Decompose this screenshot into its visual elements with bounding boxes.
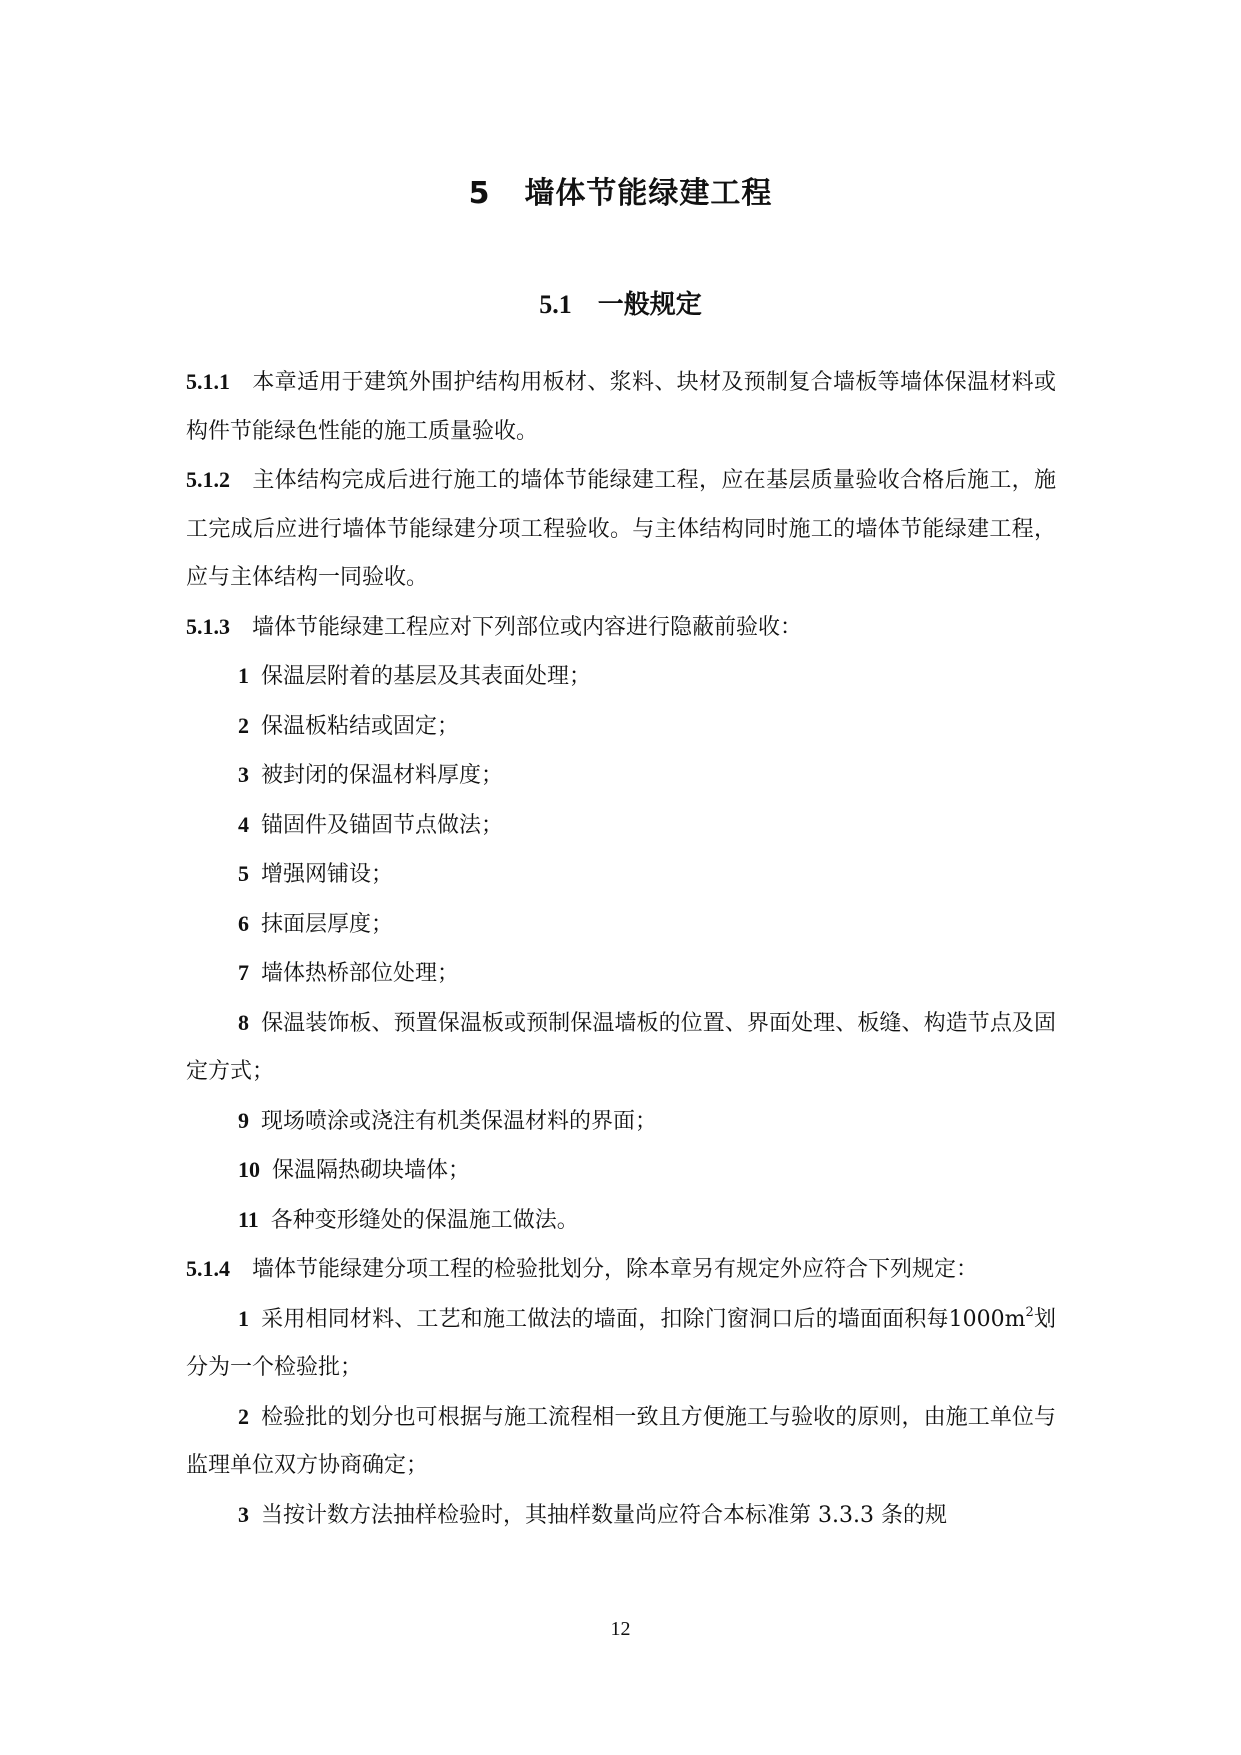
clause-number: 5.1.1 <box>186 369 230 394</box>
item-number: 9 <box>238 1107 249 1133</box>
list-item <box>186 1491 1056 1541</box>
list-item <box>186 801 1056 851</box>
chapter-title-text: 墙体节能绿建工程 <box>524 176 773 211</box>
item-text: 当按计数方法抽样检验时，其抽样数量尚应符合本标准第 3.3.3 条的规 <box>261 1502 947 1528</box>
clause-5-1-3 <box>186 603 1056 653</box>
clause-text: 本章适用于建筑外围护结构用板材、浆料、块材及预制复合墙板等墙体保温材料或构件节能绿色性能的施工质量验收。 <box>186 370 1056 444</box>
clause-text: 墙体节能绿建分项工程的检验批划分，除本章另有规定外应符合下列规定： <box>252 1257 979 1282</box>
chapter-number: 5 <box>468 176 491 211</box>
item-text: 被封闭的保温材料厚度； <box>261 763 504 788</box>
list-item <box>186 850 1056 900</box>
item-number: 10 <box>238 1157 260 1182</box>
item-text: 检验批的划分也可根据与施工流程相一致且方便施工与验收的原则，由施工单位与监理单位双方协商确定； <box>186 1404 1056 1478</box>
item-text: 墙体热桥部位处理； <box>261 961 460 986</box>
clause-number: 5.1.2 <box>186 467 230 492</box>
list-item <box>186 949 1056 999</box>
item-number: 11 <box>238 1206 259 1232</box>
clause-text: 主体结构完成后进行施工的墙体节能绿建工程，应在基层质量验收合格后施工，施工完成后应进行墙体节能绿建分项工程验收。与主体结构同时施工的墙体节能绿建工程，应与主体结构一同验收。 <box>186 468 1056 590</box>
list-item <box>186 1196 1056 1246</box>
item-text: 保温隔热砌块墙体； <box>272 1158 471 1183</box>
item-number: 3 <box>238 1501 249 1527</box>
item-number: 2 <box>238 712 249 738</box>
list-item <box>186 751 1056 801</box>
item-number: 3 <box>238 762 249 787</box>
item-text: 保温板粘结或固定； <box>261 713 460 739</box>
list-item <box>186 999 1056 1097</box>
section-number: 5.1 <box>539 290 572 319</box>
superscript: 2 <box>1025 1304 1034 1320</box>
item-number: 1 <box>238 663 249 688</box>
section-title <box>0 284 1241 321</box>
item-text: 保温装饰板、预置保温板或预制保温墙板的位置、界面处理、板缝、构造节点及固定方式； <box>186 1010 1056 1084</box>
page-number: 12 <box>610 1618 631 1640</box>
list-item <box>186 900 1056 950</box>
list-item <box>186 1295 1056 1393</box>
list-item <box>186 652 1056 702</box>
item-text: 增强网铺设； <box>261 862 394 887</box>
clause-number: 5.1.4 <box>186 1256 230 1281</box>
item-number: 2 <box>238 1403 249 1429</box>
item-number: 4 <box>238 811 249 837</box>
list-item <box>186 702 1056 752</box>
clause-5-1-1 <box>186 358 1056 456</box>
item-text: 现场喷涂或浇注有机类保温材料的界面； <box>261 1108 658 1134</box>
item-number: 8 <box>238 1009 249 1035</box>
chapter-title <box>0 168 1241 212</box>
clause-5-1-4 <box>186 1245 1056 1295</box>
item-number: 1 <box>238 1305 249 1331</box>
list-item <box>186 1393 1056 1491</box>
item-text: 各种变形缝处的保温施工做法。 <box>270 1207 579 1233</box>
document-body <box>186 358 1056 1540</box>
clause-text: 墙体节能绿建工程应对下列部位或内容进行隐蔽前验收： <box>252 614 803 640</box>
section-title-text: 一般规定 <box>597 290 702 320</box>
item-number: 6 <box>238 910 249 936</box>
clause-5-1-2 <box>186 456 1056 603</box>
item-text: 抹面层厚度； <box>261 911 394 937</box>
list-item <box>186 1097 1056 1147</box>
clause-number: 5.1.3 <box>186 613 230 639</box>
item-text-cont: 划分为一个检验批； <box>186 1306 1056 1380</box>
list-item <box>186 1146 1056 1196</box>
item-number: 7 <box>238 960 249 985</box>
item-text: 保温层附着的基层及其表面处理； <box>261 664 592 689</box>
item-text: 锚固件及锚固节点做法； <box>261 812 504 838</box>
item-number: 5 <box>238 861 249 886</box>
item-text: 采用相同材料、工艺和施工做法的墙面，扣除门窗洞口后的墙面面积每1000m <box>261 1306 1026 1332</box>
